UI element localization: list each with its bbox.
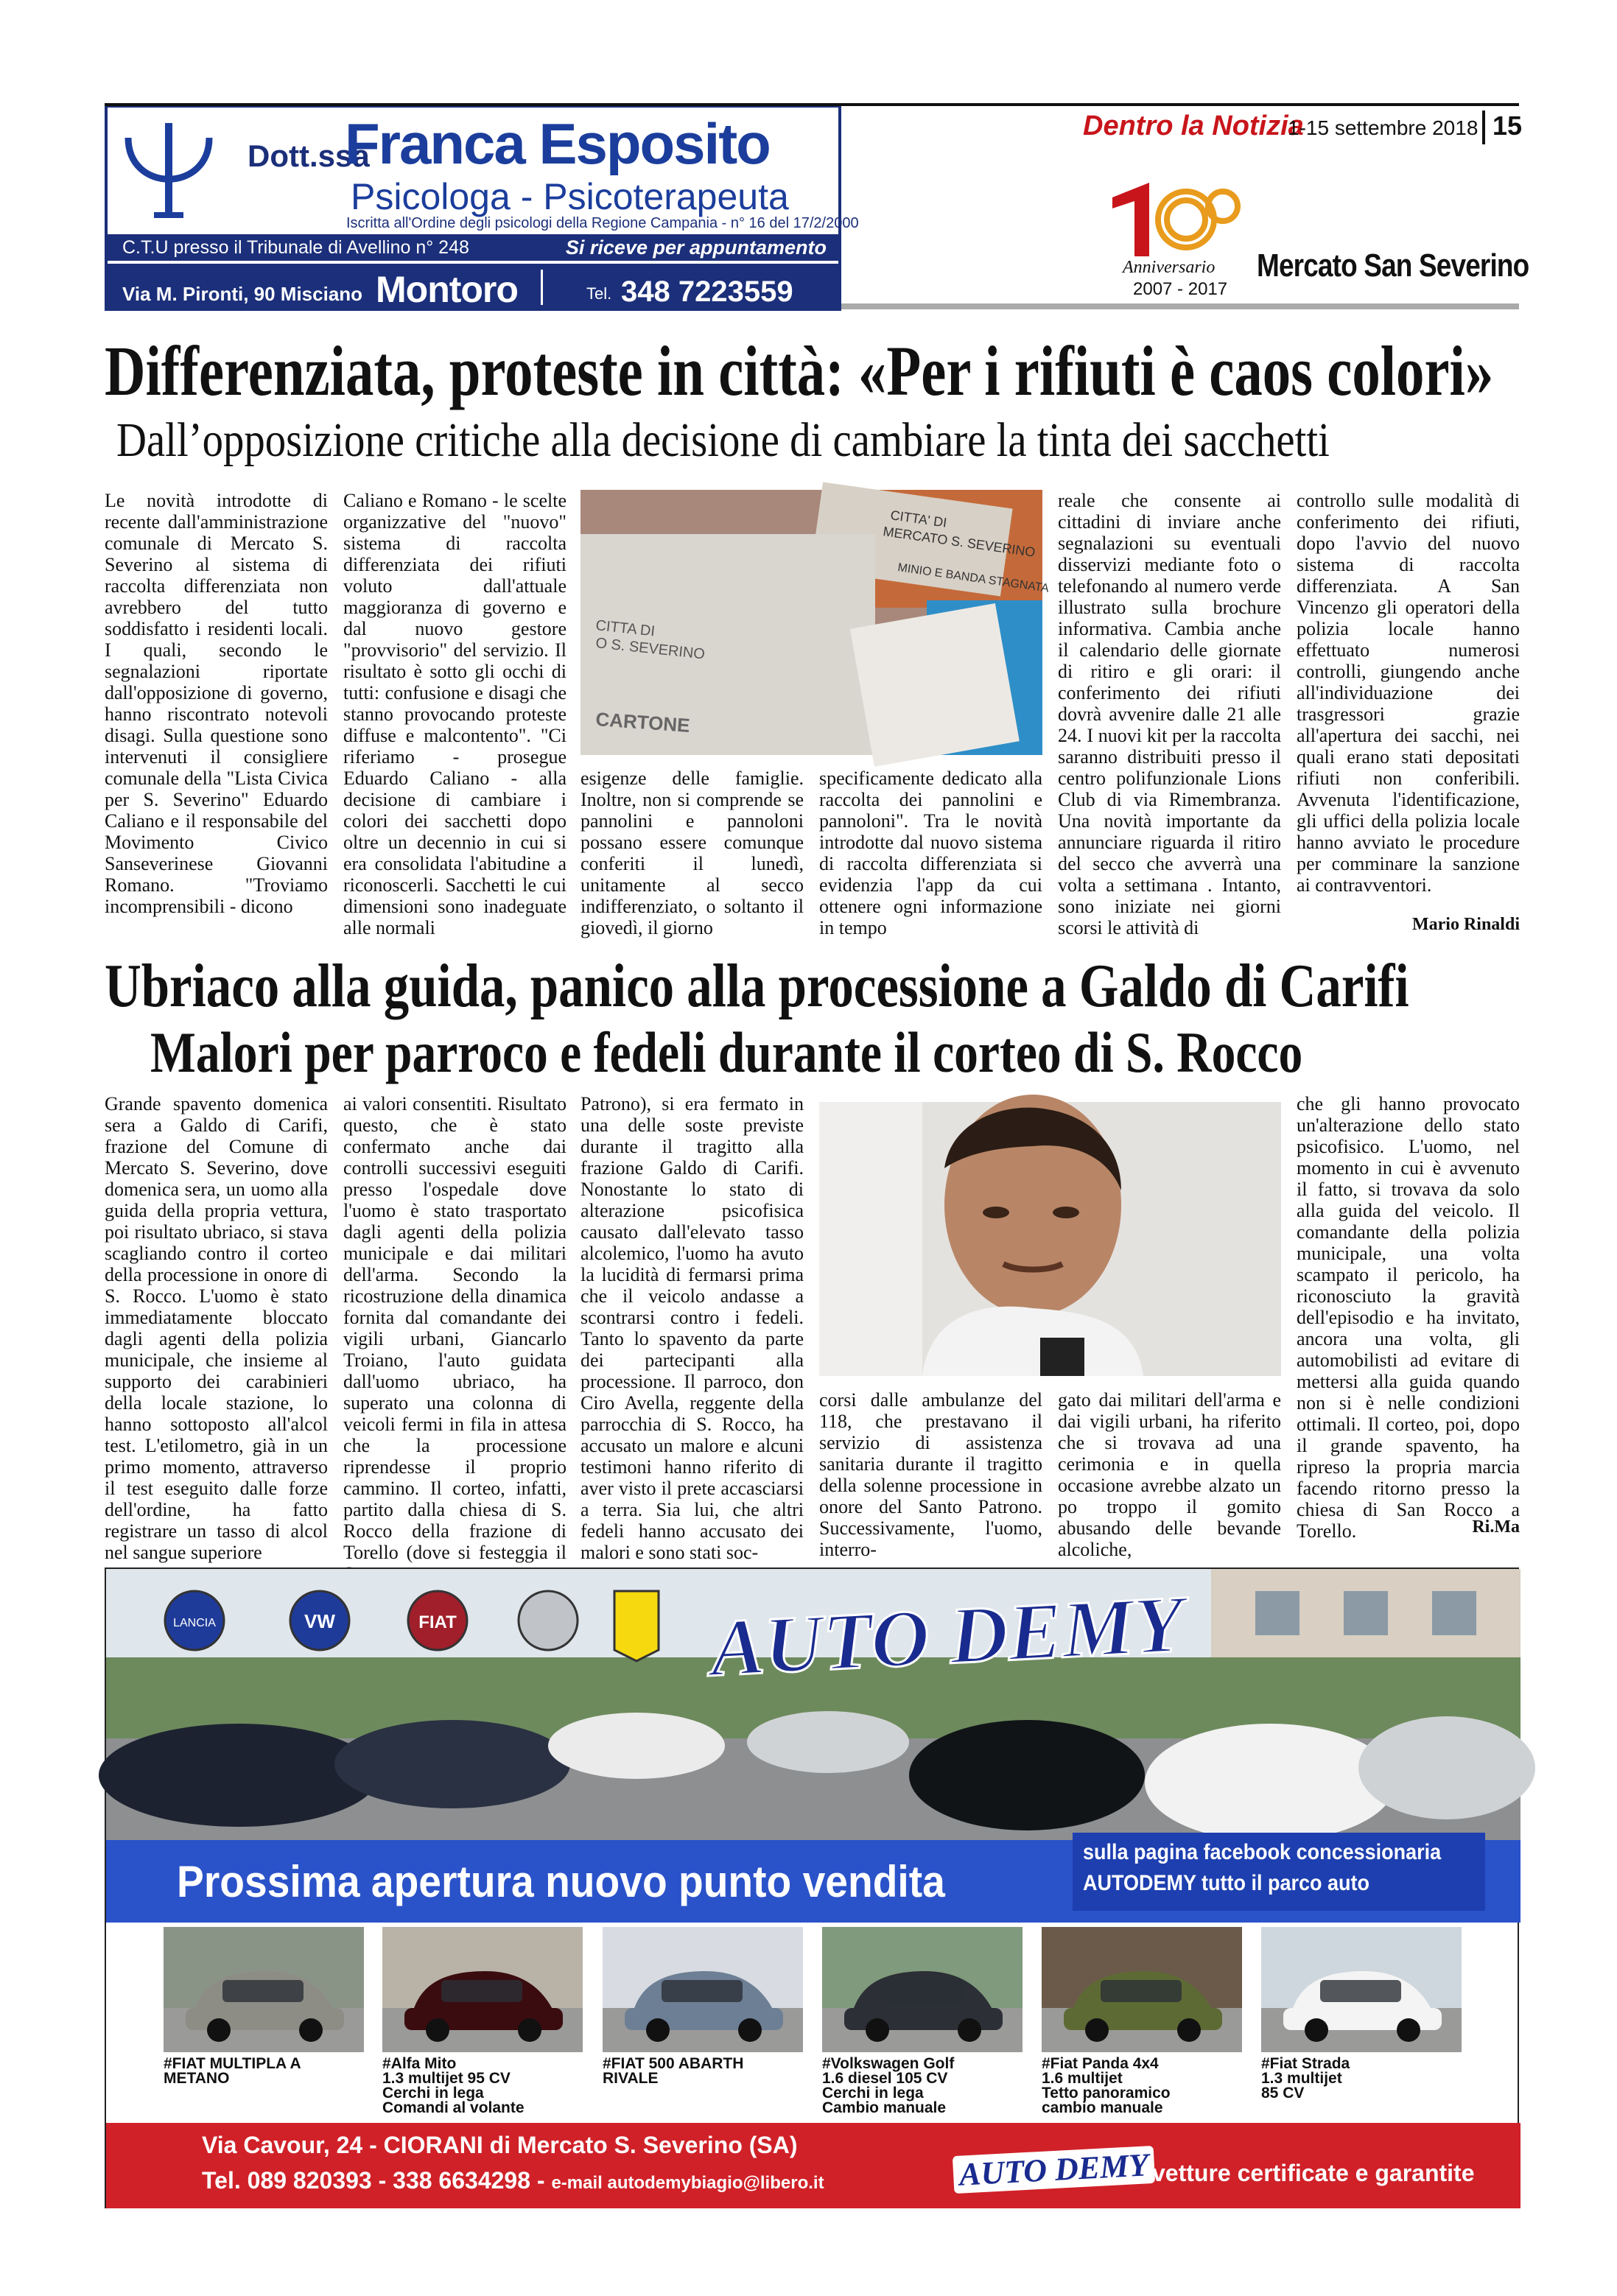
car-photo	[1042, 1927, 1242, 2052]
article1-column-2: Caliano e Romano - le scelte organizzative del "nuovo" sistema di raccolta differenziata dei rifiuti voluto dall'attuale maggioranza di governo e dal nuovo gestore "provvisorio" del servizio. Il risultato è sotto gli occhi di tutti: confusione e disagi che stanno provocando proteste diffuse e malcontento". "Ci riferiamo - prosegue Eduardo Caliano - alla decisione di cambiare i colori dei sacchetti dopo oltre un decennio in cui si era consolidata l'abitudine a riconoscerli. Sacchetti le cui dimensioni sono inadeguate alle normali	[343, 490, 567, 938]
section-title: Mercato San Severino	[1257, 247, 1529, 284]
issue-date: 1-15 settembre 2018	[1288, 116, 1479, 139]
car-caption	[164, 2057, 364, 2086]
car-photo	[164, 1927, 364, 2052]
car-list	[164, 1927, 1490, 2116]
car-caption	[382, 2057, 583, 2116]
phone-number: 348 7223559	[621, 275, 793, 308]
title-prefix: Dott.ssa	[248, 138, 370, 173]
car-caption-line: 1.6 multijet	[1042, 2070, 1123, 2087]
article2-column-6: che gli hanno provocato un'alterazione dello stato psicofisico. L'uomo, nel momento in cui è avvenuto il fatto, si trovava da solo alla guida del veicolo. Il comandante della polizia municipale, una volta scampato il pericolo, ha riconosciuto la gravità dell'episodio e ha invitato, ancora una volta, gli automobilisti ad evitare di mettersi alla guida quando non si è nelle condizioni ottimali. Il corteo, poi, dopo il grande spavento, ha ripreso la propria marcia facendo ritorno presso la chiesa di San Rocco a Torello.	[1297, 1093, 1520, 1542]
svg-text:MERCATO S. SEVERINO: MERCATO S. SEVERINO	[882, 524, 1037, 560]
car-caption-line: #FIAT 500 ABARTH	[603, 2055, 744, 2072]
doctor-name: Franca Esposito	[345, 111, 770, 176]
car-caption-line: #FIAT MULTIPLA A	[164, 2055, 301, 2072]
psychologist-ad	[105, 105, 859, 311]
article1-title: Differenziata, proteste in città: «Per i rifiuti è caos colori»	[105, 331, 1494, 410]
header-rule	[105, 103, 1519, 106]
auto-demy-logo: AUTO DEMY	[708, 1579, 1186, 1693]
car-caption-line: 1.3 multijet	[1261, 2070, 1342, 2087]
car-caption-line: 1.6 diesel 105 CV	[822, 2070, 948, 2087]
article2-photo	[819, 1102, 1281, 1376]
svg-text:O S. SEVERINO: O S. SEVERINO	[594, 635, 706, 663]
car-listing	[603, 1927, 803, 2086]
contact-band	[106, 2123, 1520, 2208]
dealer-address: Via Cavour, 24 - CIORANI di Mercato S. Severino (SA)	[202, 2132, 798, 2158]
article1-column-6: controllo sulle modalità di conferimento dei rifiuti, dopo l'avvio del nuovo sistema di raccolta differenziata. A San Vincenzo gli operatori della polizia locale hanno effettuato numerosi controlli, giungendo anche all'individuazione dei trasgressori grazie all'apertura dei sacchi, nei quali erano stati depositati rifiuti non conferibili. Avvenuta l'identificazione, gli uffici della polizia locale hanno avviato le procedure per comminare la sanzione ai contravventori.	[1297, 490, 1520, 896]
facebook-box	[1073, 1833, 1485, 1911]
car-photo	[1261, 1927, 1462, 2052]
info-band	[108, 234, 838, 261]
email-text: e-mail autodemybiagio@libero.it	[551, 2173, 824, 2193]
car-caption	[1261, 2057, 1462, 2101]
car-listing	[822, 1927, 1023, 2116]
car-caption	[1042, 2057, 1242, 2116]
article2-column-2: ai valori consentiti. Risultato questo, che è stato confermato anche dai controlli successivi eseguiti presso l'ospedale dove l'uomo è stato trasportato dagli agenti della polizia municipale e dai militari dell'arma. Secondo la ricostruzione della dinamica fornita dal comandante dei vigili urbani, Giancarlo Troiano, l'auto guidata dall'uomo ubriaco, ha superato una colonna di veicoli fermi in fila in attesa che la processione riprendesse il proprio cammino. Il corteo, infatti, partito dalla chiesa di S. Rocco della frazione di Torello (dove si festeggia il	[343, 1093, 567, 1563]
car-caption-line: #Fiat Strada	[1261, 2055, 1350, 2072]
paper-name: Dentro la Notizia	[1083, 110, 1304, 141]
car-caption-line: cambio manuale	[1042, 2099, 1163, 2116]
author-initials-plain: Ri.	[1472, 1517, 1495, 1537]
car-caption-line: 1.3 multijet 95 CV	[382, 2070, 511, 2087]
article1-photo	[580, 490, 1050, 755]
article1-column-1: Le novità introdotte di recente dall'amministrazione comunale di Mercato S. Severino al sistema di raccolta differenziata non avrebbero del tutto soddisfatto i residenti locali. I quali, secondo le segnalazioni riportate dall'opposizione di governo, hanno riscontrato notevoli disagi. Sulla questione sono intervenuti il consigliere comunale della "Lista Civica per S. Severino" Eduardo Caliano e il responsabile del Movimento Civico Sanseverinese Giovanni Romano. "Troviamo incomprensibili - dicono	[105, 490, 328, 917]
header-gray-rule	[841, 303, 1519, 309]
svg-text:FIAT: FIAT	[418, 1612, 457, 1632]
page-number: 15	[1493, 110, 1523, 141]
facebook-line-1: sulla pagina facebook concessionaria	[1083, 1840, 1442, 1864]
opening-headline: Prossima apertura nuovo punto vendita	[177, 1857, 945, 1906]
article2-column-3: Patrono), si era fermato in una delle soste previste durante il tragitto alla frazione Galdo di Carifi. Nonostante lo stato di alterazione psicofisica causato dall'elevato tasso alcolemico, l'uomo ha avuto la lucidità di fermarsi prima che il veicolo andasse a scontrarsi contro i fedeli. Tanto lo spavento da parte dei partecipanti alla processione. Il parroco, don Ciro Avella, reggente della parrocchia di S. Rocco, ha accusato un malore e alcuni testimoni hanno riferito di aver visto il prete accasciarsi a terra. Sia lui, che altri fedeli hanno accusato dei malori e sono stati soc-	[580, 1093, 804, 1563]
portrait-image	[819, 1102, 1281, 1376]
phone-text: Tel. 089 820393 - 338 6634298 -	[202, 2167, 545, 2194]
anniversary-logo-icon	[1105, 168, 1245, 301]
car-caption-line: Cerchi in lega	[822, 2085, 924, 2102]
car-listing	[1261, 1927, 1462, 2101]
car-caption-line: #Fiat Panda 4x4	[1042, 2055, 1159, 2072]
anniversary-years: 2007 - 2017	[1133, 279, 1228, 299]
car-photo	[382, 1927, 583, 2052]
article2-subtitle: Malori per parroco e fedeli durante il corteo di S. Rocco	[150, 1020, 1303, 1084]
dealer-phone	[202, 2167, 824, 2194]
article1-author: Mario Rinaldi	[1411, 915, 1520, 934]
article1-column-5: reale che consente ai cittadini di inviare anche segnalazioni su eventuali disservizi mediante foto o telefonando al numero verde illustrato sulla brochure informativa. Cambia anche il calendario delle giornate di ritiro e gli orari: il conferimento dei rifiuti dovrà avvenire dalle 21 alle 24. I nuovi kit per la raccolta saranno distribuiti presso il centro polifunzionale Lions Club di via Rimembranza. Una novità importante da annunciare riguarda il ritiro del secco che avverrà una volta a settimana . Intanto, sono iniziate nei giorni scorsi le attività di	[1058, 490, 1281, 938]
svg-text:LANCIA: LANCIA	[173, 1617, 216, 1629]
svg-text:CITTA' DI: CITTA' DI	[889, 508, 948, 530]
tel-label: Tel.	[586, 284, 612, 303]
car-caption-line: Cerchi in lega	[382, 2085, 484, 2102]
auto-demy-ad	[105, 1567, 1519, 2208]
auto-demy-small-logo: AUTO DEMY	[953, 2146, 1155, 2194]
car-caption-line: Tetto panoramico	[1042, 2085, 1171, 2102]
psi-logo-icon	[113, 112, 224, 222]
car-caption-line: #Volkswagen Golf	[822, 2055, 955, 2072]
car-listing	[164, 1927, 364, 2086]
contact-band	[108, 264, 838, 311]
car-caption-line: 85 CV	[1261, 2085, 1305, 2102]
divider	[1482, 110, 1485, 144]
article2-column-4: corsi dalle ambulanze del 118, che prestavano il servizio di assistenza sanitaria durante il tragitto della solenne processione in onore del Santo Patrono. Successivamente, l'uomo, interro-	[819, 1389, 1042, 1560]
car-caption-line: #Alfa Mito	[382, 2055, 457, 2072]
svg-text:CITTA DI: CITTA DI	[594, 617, 656, 640]
svg-text:MINIO E BANDA STAGNATA: MINIO E BANDA STAGNATA	[897, 561, 1050, 595]
article2-author	[1297, 1517, 1520, 1537]
car-caption-line: METANO	[164, 2070, 230, 2087]
car-photo	[822, 1927, 1023, 2052]
profession: Psicologa - Psicoterapeuta	[351, 176, 789, 217]
article1-column-3: esigenze delle famiglie. Inoltre, non si comprende se pannolini e pannoloni possano essere comunque conferiti il lunedì, unitamente al secco indifferenziato, o soltanto il giovedì, il giorno	[580, 768, 804, 938]
ctu-text: C.T.U presso il Tribunale di Avellino n° 248	[122, 237, 469, 258]
svg-text:CARTONE: CARTONE	[594, 708, 691, 737]
car-caption	[603, 2057, 803, 2086]
city: Montoro	[376, 269, 518, 310]
article1-column-4: specificamente dedicato alla raccolta dei pannolini e pannoloni". Tra le novità introdotte dal nuovo sistema di raccolta differenziata si evidenzia l'app da cui ottenere ogni informazione in tempo	[819, 768, 1042, 938]
car-caption	[822, 2057, 1023, 2116]
waste-bags-image	[580, 490, 1050, 755]
anniversary-label: Anniversario	[1123, 258, 1216, 277]
car-caption-line: RIVALE	[603, 2070, 659, 2087]
address: Via M. Pironti, 90 Misciano	[122, 283, 363, 305]
article2-column-5: gato dai militari dell'arma e dai vigili urbani, ha riferito che si trovava ad una cerimonia e in quella occasione avrebbe alzato un po troppo il gomito abusando delle bevande alcoliche,	[1058, 1389, 1281, 1560]
car-caption-line: Cambio manuale	[822, 2099, 947, 2116]
car-photo	[603, 1927, 803, 2052]
article1-subtitle: Dall’opposizione critiche alla decisione di cambiare la tinta dei sacchetti	[116, 413, 1330, 467]
facebook-line-2: AUTODEMY tutto il parco auto	[1083, 1871, 1370, 1895]
separator	[541, 270, 543, 305]
svg-text:VW: VW	[304, 1610, 335, 1632]
article2-title: Ubriaco alla guida, panico alla processione a Galdo di Carifi	[105, 952, 1409, 1020]
article2-column-1: Grande spavento domenica sera a Galdo di Carifi, frazione del Comune di Mercato S. Severino, dove domenica sera, un uomo alla guida della propria vettura, poi risultato ubriaco, si stava scagliando contro il corteo della processione in onore di S. Rocco. L'uomo è stato immediatamente bloccato dagli agenti della polizia municipale, che insieme al supporto dei carabinieri della locale stazione, lo hanno sottoposto all'alcol test. L'etilometro, già in un primo momento, attraverso il test eseguito dalle forze dell'ordine, ha fatto registrare un tasso di alcol nel sangue superiore	[105, 1093, 328, 1563]
author-initials-bold: Ma	[1494, 1517, 1520, 1537]
appointment-text: Si riceve per appuntamento	[565, 236, 827, 259]
registration: Iscritta all'Ordine degli psicologi della Regione Campania - n° 16 del 17/2/2000	[346, 215, 859, 231]
certified-text: vetture certificate e garantite	[1152, 2160, 1475, 2186]
car-listing	[1042, 1927, 1242, 2116]
car-listing	[382, 1927, 583, 2116]
car-caption-line: Comandi al volante	[382, 2099, 525, 2116]
